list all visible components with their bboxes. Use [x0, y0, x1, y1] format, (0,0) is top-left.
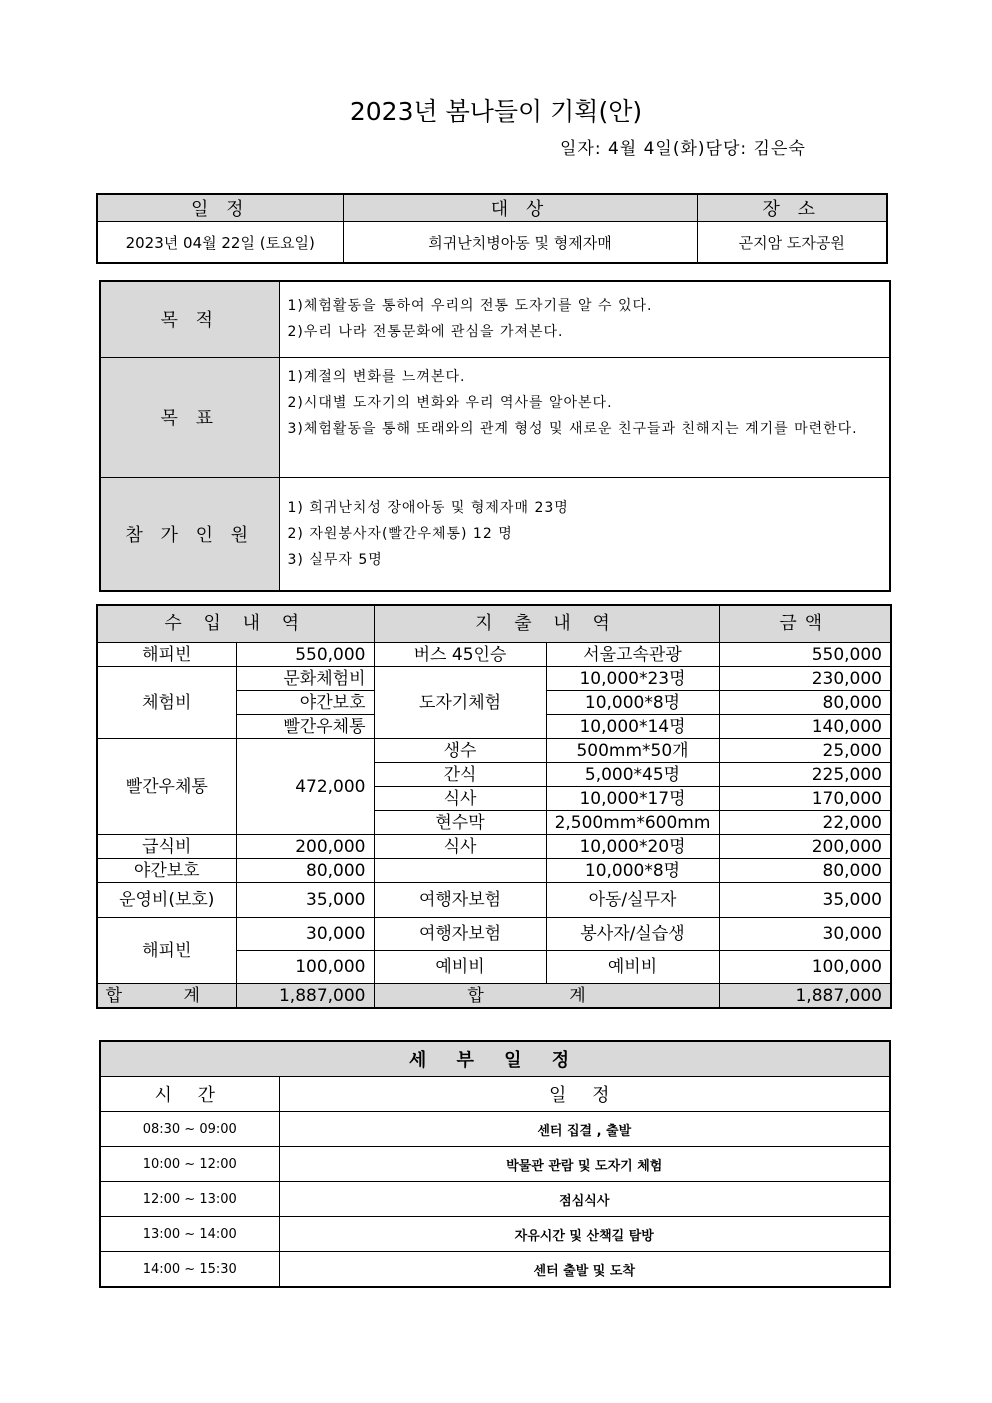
expense-name: 예비비	[374, 951, 546, 984]
event-date: 2023년 04월 22일 (토요일)	[97, 222, 343, 264]
expense-detail: 10,000*20명	[546, 835, 719, 859]
purpose-row	[100, 281, 890, 357]
table-row	[100, 1182, 890, 1217]
schedule-title-row	[100, 1041, 890, 1077]
total-row	[97, 984, 891, 1009]
income-name: 야간보호	[97, 859, 236, 883]
purpose-line: 1)체험활동을 통하여 우리의 전통 도자기를 알 수 있다.	[287, 298, 653, 315]
goal-content	[279, 357, 890, 477]
expense-name: 식사	[374, 835, 546, 859]
expense-detail: 500mm*50개	[546, 739, 719, 763]
expense-detail: 5,000*45명	[546, 763, 719, 787]
schedule-time: 13:00 ~ 14:00	[100, 1217, 279, 1252]
participants-content	[279, 477, 890, 591]
expense-detail: 봉사자/실습생	[546, 918, 719, 951]
info-table	[99, 280, 891, 592]
table-row	[100, 1112, 890, 1147]
income-header: 수 입 내 역	[97, 605, 374, 643]
schedule-time: 14:00 ~ 15:30	[100, 1252, 279, 1288]
target-header: 대 상	[343, 194, 697, 222]
expense-amount: 80,000	[719, 691, 891, 715]
table-row	[97, 883, 891, 918]
expense-name: 여행자보험	[374, 918, 546, 951]
expense-detail: 10,000*17명	[546, 787, 719, 811]
expense-name: 여행자보험	[374, 883, 546, 918]
summary-table	[96, 193, 888, 264]
schedule-time: 12:00 ~ 13:00	[100, 1182, 279, 1217]
income-amount: 30,000	[236, 918, 374, 951]
expense-detail: 서울고속관광	[546, 643, 719, 667]
income-subitem: 문화체험비	[236, 667, 374, 691]
expense-detail: 10,000*8명	[546, 691, 719, 715]
table-row	[97, 739, 891, 763]
table-row	[97, 667, 891, 691]
expense-amount: 25,000	[719, 739, 891, 763]
purpose-line: 2)우리 나라 전통문화에 관심을 가져본다.	[287, 324, 564, 341]
expense-amount: 80,000	[719, 859, 891, 883]
expense-detail: 10,000*14명	[546, 715, 719, 739]
schedule-time: 10:00 ~ 12:00	[100, 1147, 279, 1182]
expense-detail: 예비비	[546, 951, 719, 984]
event-target: 희귀난치병아동 및 형제자매	[343, 222, 697, 264]
income-name: 급식비	[97, 835, 236, 859]
table-row	[100, 1252, 890, 1288]
expense-total-label: 합 계	[374, 984, 719, 1009]
expense-amount: 225,000	[719, 763, 891, 787]
table-row	[97, 835, 891, 859]
table-row	[97, 643, 891, 667]
expense-amount: 550,000	[719, 643, 891, 667]
budget-table	[96, 604, 892, 1009]
table-row	[97, 859, 891, 883]
goal-line: 1)계절의 변화를 느껴본다.	[287, 368, 466, 385]
table-row	[100, 1217, 890, 1252]
goal-line: 2)시대별 도자기의 변화와 우리 역사를 알아본다.	[287, 394, 613, 411]
location-header: 장 소	[697, 194, 887, 222]
expense-amount: 170,000	[719, 787, 891, 811]
income-name: 빨간우체통	[97, 739, 236, 835]
income-amount: 550,000	[236, 643, 374, 667]
schedule-plan: 박물관 관람 및 도자기 체험	[279, 1147, 890, 1182]
participants-line: 2) 자원봉사자(빨간우체통) 12 명	[287, 525, 513, 542]
purpose-label: 목 적	[100, 281, 279, 357]
income-name: 운영비(보호)	[97, 883, 236, 918]
goal-label: 목 표	[100, 357, 279, 477]
income-total-label: 합 계	[97, 984, 236, 1009]
income-amount: 35,000	[236, 883, 374, 918]
income-total-amount: 1,887,000	[236, 984, 374, 1009]
expense-amount: 30,000	[719, 918, 891, 951]
schedule-header: 일 정	[97, 194, 343, 222]
income-name: 해피빈	[97, 643, 236, 667]
expense-amount: 230,000	[719, 667, 891, 691]
participants-row	[100, 477, 890, 591]
income-amount: 200,000	[236, 835, 374, 859]
time-header: 시 간	[100, 1077, 279, 1112]
income-amount: 472,000	[236, 739, 374, 835]
table-row	[97, 918, 891, 951]
participants-label: 참 가 인 원	[100, 477, 279, 591]
income-amount: 80,000	[236, 859, 374, 883]
schedule-plan: 센터 출발 및 도착	[279, 1252, 890, 1288]
plan-header: 일 정	[279, 1077, 890, 1112]
schedule-table	[99, 1040, 891, 1288]
goal-row	[100, 357, 890, 477]
expense-name: 버스 45인승	[374, 643, 546, 667]
summary-row	[97, 222, 887, 264]
expense-name: 도자기체험	[374, 667, 546, 739]
expense-name: 간식	[374, 763, 546, 787]
goal-line: 3)체험활동을 통해 또래와의 관계 형성 및 새로운 친구들과 친해지는 계기를 마련한다.	[287, 420, 858, 437]
expense-header: 지 출 내 역	[374, 605, 719, 643]
expense-amount: 140,000	[719, 715, 891, 739]
date-and-manager: 일자: 4월 4일(화)담당: 김은숙	[560, 139, 806, 159]
budget-header-row	[97, 605, 891, 643]
expense-name: 식사	[374, 787, 546, 811]
summary-header-row	[97, 194, 887, 222]
income-name: 체험비	[97, 667, 236, 739]
expense-detail: 10,000*23명	[546, 667, 719, 691]
schedule-plan: 자유시간 및 산책길 탐방	[279, 1217, 890, 1252]
table-row	[100, 1147, 890, 1182]
expense-detail: 아동/실무자	[546, 883, 719, 918]
expense-total-amount: 1,887,000	[719, 984, 891, 1009]
participants-line: 3) 실무자 5명	[287, 551, 383, 568]
expense-detail: 2,500mm*600mm	[546, 811, 719, 835]
expense-name: 생수	[374, 739, 546, 763]
schedule-time: 08:30 ~ 09:00	[100, 1112, 279, 1147]
schedule-plan: 센터 집결 , 출발	[279, 1112, 890, 1147]
schedule-header-row	[100, 1077, 890, 1112]
participants-line: 1) 희귀난치성 장애아동 및 형제자매 23명	[287, 499, 569, 516]
expense-name: 현수막	[374, 811, 546, 835]
amount-header: 금액	[719, 605, 891, 643]
income-subitem: 야간보호	[236, 691, 374, 715]
schedule-plan: 점심식사	[279, 1182, 890, 1217]
income-subitem: 빨간우체통	[236, 715, 374, 739]
income-amount: 100,000	[236, 951, 374, 984]
expense-amount: 100,000	[719, 951, 891, 984]
page-title: 2023년 봄나들이 기획(안)	[349, 97, 643, 126]
expense-amount: 35,000	[719, 883, 891, 918]
expense-detail: 10,000*8명	[546, 859, 719, 883]
event-location: 곤지암 도자공원	[697, 222, 887, 264]
schedule-title: 세 부 일 정	[100, 1041, 890, 1077]
income-name: 해피빈	[97, 918, 236, 984]
expense-amount: 200,000	[719, 835, 891, 859]
expense-amount: 22,000	[719, 811, 891, 835]
expense-name	[374, 859, 546, 883]
purpose-content	[279, 281, 890, 357]
